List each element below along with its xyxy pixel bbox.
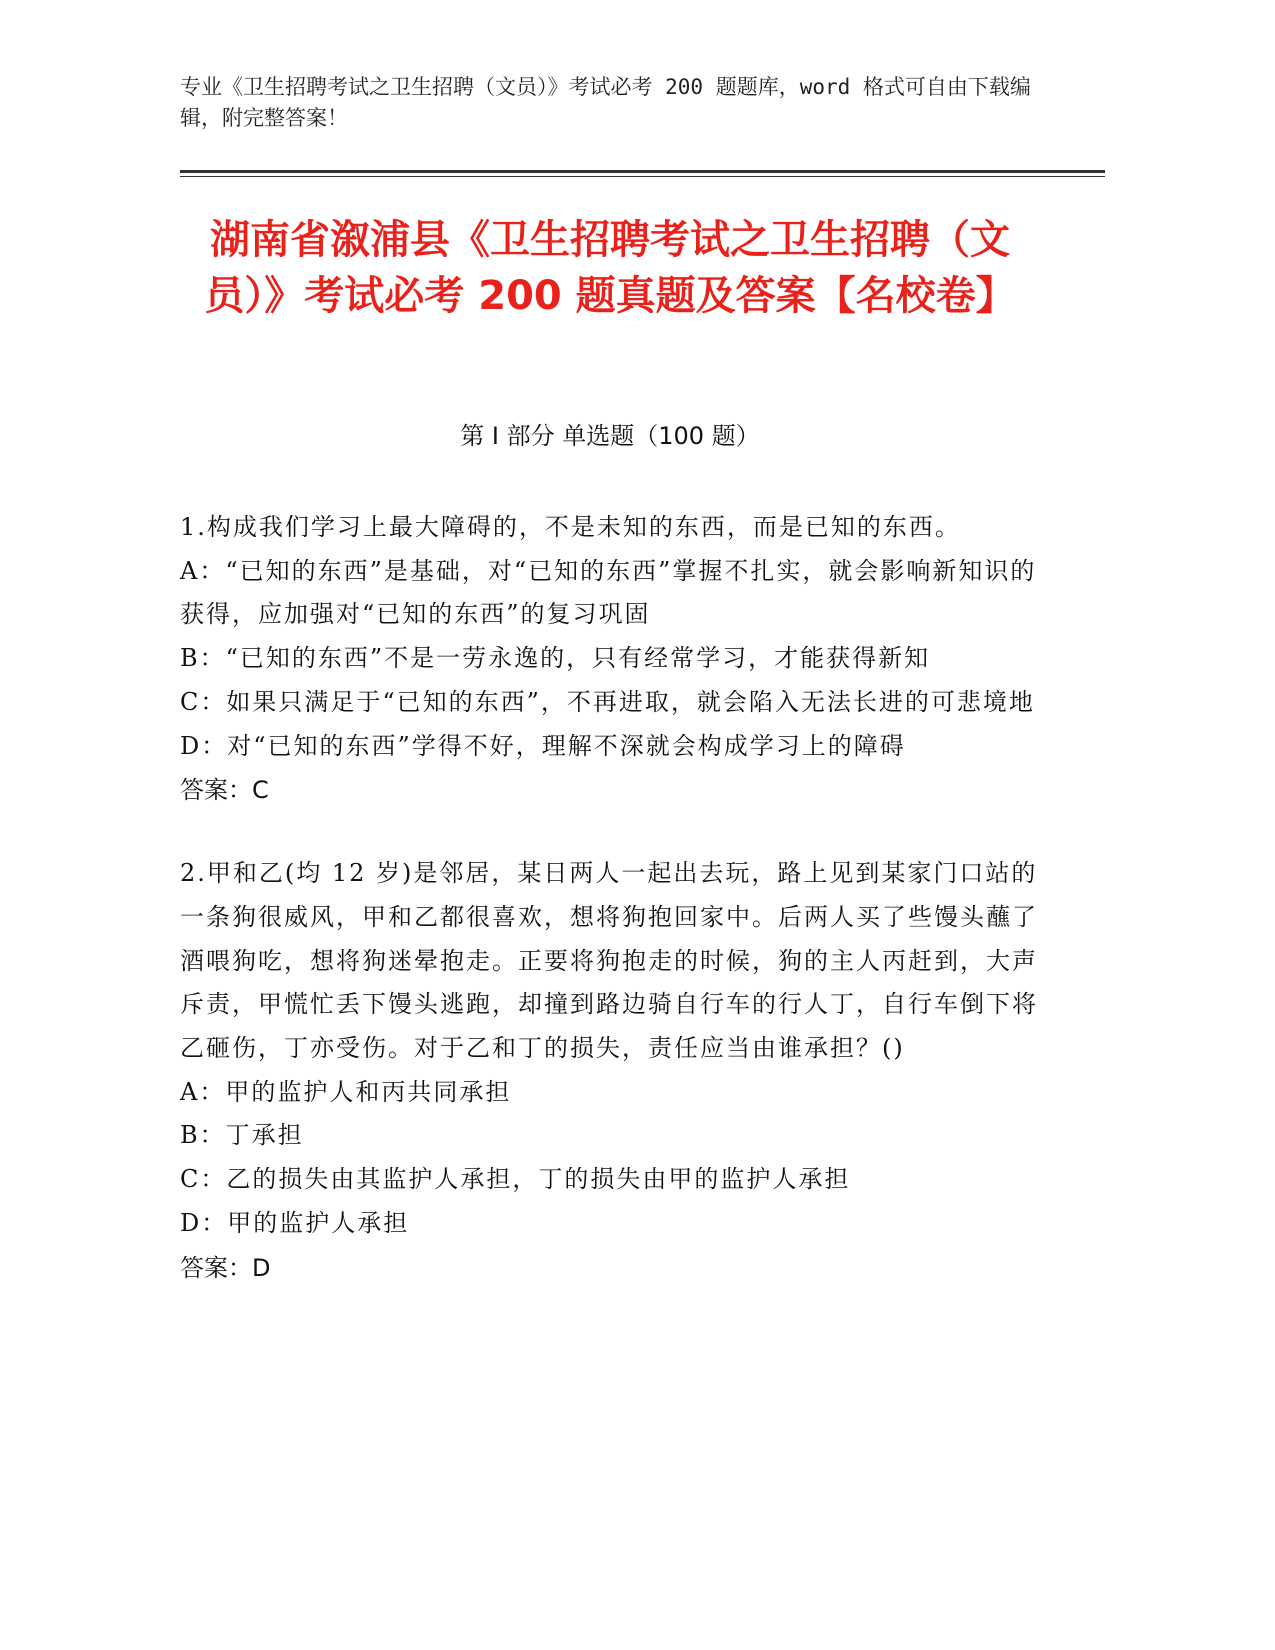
option-text: 乙的损失由其监护人承担，丁的损失由甲的监护人承担	[226, 1165, 851, 1194]
option-b	[180, 1114, 1040, 1158]
option-key: D：	[180, 1208, 228, 1237]
answer-line: 答案：D	[180, 1253, 271, 1282]
option-c	[180, 681, 1040, 725]
question-stem: 2.甲和乙(均 12 岁)是邻居，某日两人一起出去玩，路上见到某家门口站的一条狗很威风，甲和乙都很喜欢，想将狗抱回家中。后两人买了些馒头蘸了酒喂狗吃，想将狗迷晕抱走。正要将狗抱走的时候，狗的主人丙赶到，大声斥责，甲慌忙丢下馒头逃跑，却撞到路边骑自行车的行人丁，自行车倒下将乙砸伤，丁亦受伤。对于乙和丁的损失，责任应当由谁承担？()	[180, 859, 1038, 1063]
option-key: C：	[180, 687, 227, 716]
document-title: 湖南省溆浦县《卫生招聘考试之卫生招聘（文员）》考试必考 200 题真题及答案【名校卷】	[204, 217, 1016, 319]
option-text: “已知的东西”是基础，对“已知的东西”掌握不扎实，就会影响新知识的获得，应加强对“已知的东西”的复习巩固	[180, 556, 1037, 629]
answer-line: 答案：C	[180, 776, 269, 805]
option-b	[180, 637, 1040, 681]
question-1	[180, 506, 1040, 812]
option-a	[180, 1071, 1040, 1115]
section-heading: 第 I 部分 单选题（100 题）	[460, 422, 760, 450]
option-a	[180, 550, 1040, 637]
option-key: D：	[180, 731, 228, 760]
option-key: B：	[180, 644, 226, 673]
option-key: A：	[180, 556, 226, 585]
option-key: A：	[180, 1077, 226, 1106]
option-text: 甲的监护人和丙共同承担	[225, 1077, 512, 1106]
question-stem: 1.构成我们学习上最大障碍的，不是未知的东西，而是已知的东西。	[180, 513, 961, 541]
option-text: 丁承担	[225, 1121, 304, 1150]
question-list	[180, 506, 1040, 1330]
option-key: B：	[180, 1121, 226, 1150]
header-note: 专业《卫生招聘考试之卫生招聘（文员）》考试必考 200 题题库，word 格式可自由下载编辑，附完整答案！	[180, 75, 1031, 130]
header-divider-thick	[180, 170, 1105, 173]
option-text: 对“已知的东西”学得不好，理解不深就会构成学习上的障碍	[227, 731, 906, 760]
question-2	[180, 852, 1040, 1289]
option-key: C：	[180, 1165, 227, 1194]
option-text: “已知的东西”不是一劳永逸的，只有经常学习，才能获得新知	[225, 644, 931, 673]
option-c	[180, 1158, 1040, 1202]
option-d	[180, 725, 1040, 769]
option-text: 甲的监护人承担	[227, 1208, 410, 1237]
option-text: 如果只满足于“已知的东西”，不再进取，就会陷入无法长进的可悲境地	[226, 687, 1035, 716]
header-divider-thin	[180, 176, 1105, 177]
option-d	[180, 1202, 1040, 1246]
